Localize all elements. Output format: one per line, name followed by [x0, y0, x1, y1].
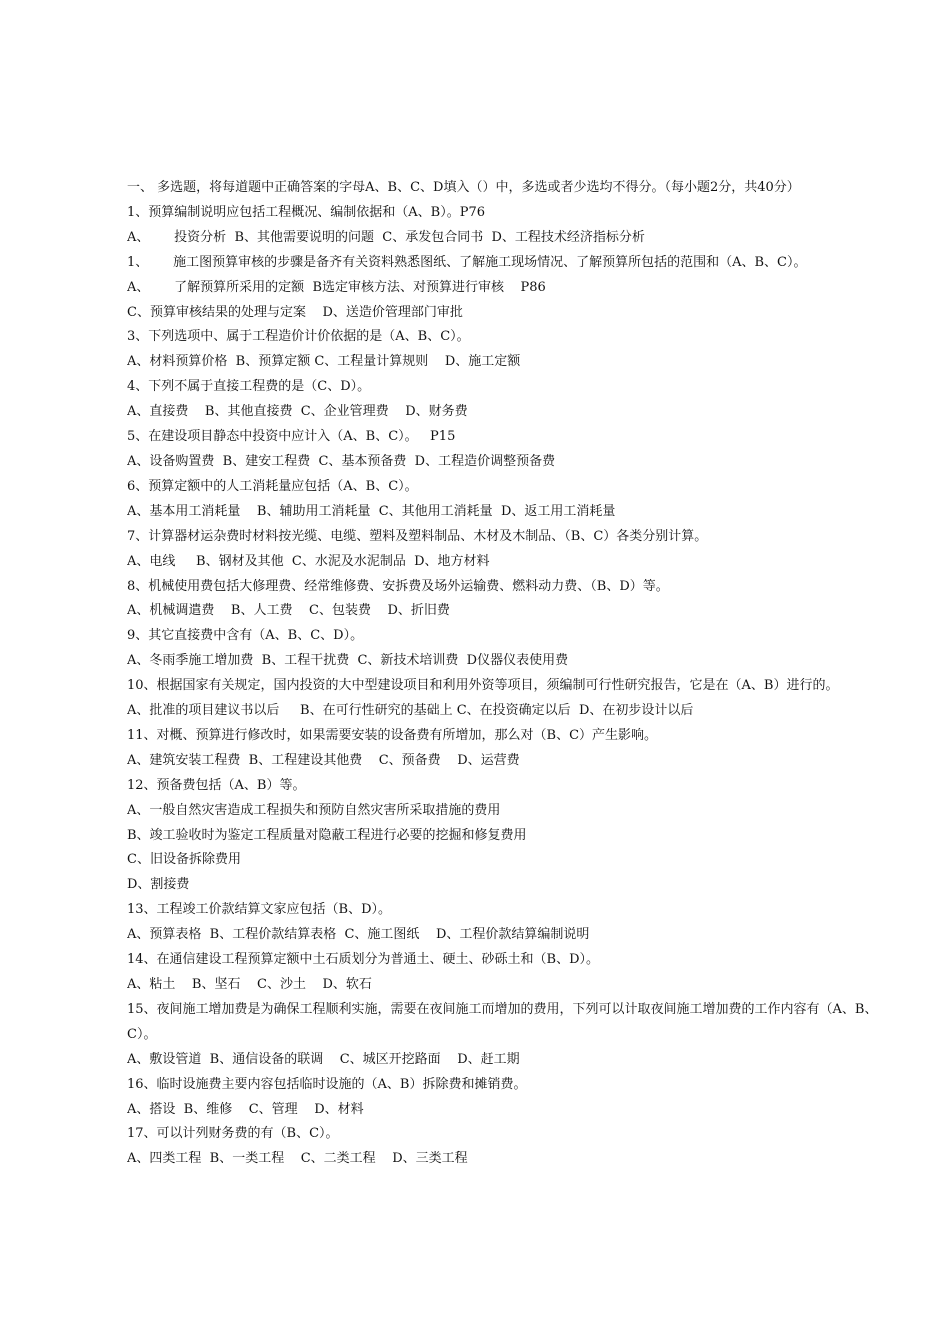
option-12d: D、割接费 [127, 877, 190, 893]
question-2: 1、 施工图预算审核的步骤是备齐有关资料熟悉图纸、了解施工现场情况、了解预算所包括的范围和（A、B、C）。 [127, 254, 807, 270]
question-13: 13、工程竣工价款结算文家应包括（B、D）。 [127, 902, 392, 918]
options-5: A、设备购置费 B、建安工程费 C、基本预备费 D、工程造价调整预备费 [127, 453, 556, 469]
options-4: A、直接费 B、其他直接费 C、企业管理费 D、财务费 [127, 404, 468, 420]
options-9: A、冬雨季施工增加费 B、工程干扰费 C、新技术培训费 D仪器仪表使用费 [127, 653, 569, 669]
option-12c: C、旧设备拆除费用 [127, 852, 241, 868]
options-14: A、粘土 B、坚石 C、沙土 D、软石 [127, 977, 372, 992]
options-1: A、 投资分析 B、其他需要说明的问题 C、承发包合同书 D、工程技术经济指标分析 [127, 229, 645, 245]
question-17: 17、可以计列财务费的有（B、C）。 [127, 1126, 339, 1142]
question-6: 6、预算定额中的人工消耗量应包括（A、B、C）。 [127, 478, 418, 494]
options-10: A、批准的项目建议书以后 B、在可行性研究的基础上 C、在投资确定以后 D、在初步设计以后 [127, 703, 694, 719]
options-7: A、电线 B、钢材及其他 C、水泥及水泥制品 D、地方材料 [127, 553, 490, 569]
question-9: 9、其它直接费中含有（A、B、C、D）。 [127, 628, 364, 644]
question-14: 14、在通信建设工程预算定额中土石质划分为普通土、硬土、砂砾土和（B、D）。 [127, 952, 600, 968]
options-13: A、预算表格 B、工程价款结算表格 C、施工图纸 D、工程价款结算编制说明 [127, 927, 590, 943]
question-1: 1、预算编制说明应包括工程概况、编制依据和（A、B）。P76 [127, 204, 486, 220]
question-7: 7、计算器材运杂费时材料按光缆、电缆、塑料及塑料制品、木材及木制品、（B、C）各类分别计算。 [127, 528, 708, 544]
options-8: A、机械调遣费 B、人工费 C、包装费 D、折旧费 [127, 603, 450, 619]
question-5: 5、在建设项目静态中投资中应计入（A、B、C）。 P15 [127, 429, 456, 445]
options-3: A、材料预算价格 B、预算定额 C、工程量计算规则 D、施工定额 [127, 354, 521, 370]
question-11: 11、对概、预算进行修改时，如果需要安装的设备费有所增加，那么对（B、C）产生影响。 [127, 727, 658, 743]
question-4: 4、下列不属于直接工程费的是（C、D）。 [127, 379, 371, 395]
options-2a: A、 了解预算所采用的定额 B选定审核方法、对预算进行审核 P86 [127, 279, 546, 295]
question-12: 12、预备费包括（A、B）等。 [127, 777, 306, 793]
document-body [127, 176, 882, 1172]
section-heading: 一、 多选题，将每道题中正确答案的字母A、B、C、D填入（）中，多选或者少选均不得分。（每小题2分，共40分） [127, 180, 800, 195]
question-10: 10、根据国家有关规定，国内投资的大中型建设项目和利用外资等项目，须编制可行性研究报告，它是在（A、B）进行的。 [127, 678, 839, 694]
options-15: A、敷设管道 B、通信设备的联调 C、城区开挖路面 D、赶工期 [127, 1051, 520, 1067]
question-3: 3、下列选项中、属于工程造价计价依据的是（A、B、C）。 [127, 329, 470, 345]
options-11: A、建筑安装工程费 B、工程建设其他费 C、预备费 D、运营费 [127, 752, 520, 768]
question-15: 15、夜间施工增加费是为确保工程顺利实施，需要在夜间施工而增加的费用，下列可以计取夜间施工增加费的工作内容有（A、B、C）。 [127, 1001, 878, 1042]
options-16: A、搭设 B、维修 C、管理 D、材料 [127, 1101, 364, 1117]
question-8: 8、机械使用费包括大修理费、经常维修费、安拆费及场外运输费、燃料动力费、（B、D）等。 [127, 578, 669, 594]
option-12b: B、竣工验收时为鉴定工程质量对隐蔽工程进行必要的挖掘和修复费用 [127, 827, 527, 843]
option-12a: A、一般自然灾害造成工程损失和预防自然灾害所采取措施的费用 [127, 802, 501, 818]
options-17: A、四类工程 B、一类工程 C、二类工程 D、三类工程 [127, 1151, 468, 1167]
options-2b: C、预算审核结果的处理与定案 D、送造价管理部门审批 [127, 304, 463, 320]
question-16: 16、临时设施费主要内容包括临时设施的（A、B）拆除费和摊销费。 [127, 1076, 527, 1092]
options-6: A、基本用工消耗量 B、辅助用工消耗量 C、其他用工消耗量 D、返工用工消耗量 [127, 503, 616, 519]
